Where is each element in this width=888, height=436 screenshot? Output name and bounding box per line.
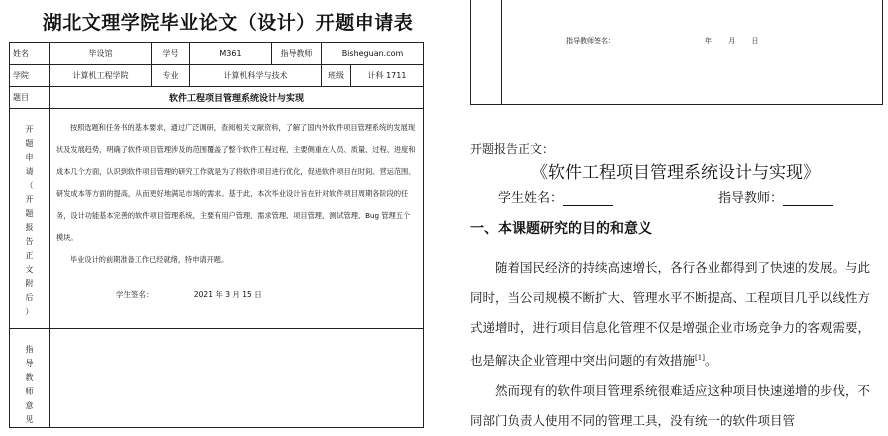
topic-label: 题目 — [10, 87, 50, 109]
student-sign-date: 2021 年 3 月 15 日 — [193, 290, 262, 299]
advisor-sign-label: 指导教师签名： — [566, 37, 615, 45]
class-cell — [322, 65, 424, 87]
advisor-name-blank — [783, 193, 833, 206]
advisor-opinion-content — [50, 329, 424, 428]
form-row-topic — [10, 87, 424, 109]
student-signature-line — [56, 289, 417, 300]
application-content — [50, 109, 424, 329]
advisor-sign-date — [705, 36, 772, 46]
advisor-label: 指导教师 — [272, 43, 322, 65]
date-day: 日 — [751, 37, 759, 45]
form-row-name — [10, 43, 424, 65]
advisor-name-field — [718, 187, 833, 206]
form-row-advisor-opinion — [10, 329, 424, 428]
box-left-column — [471, 0, 502, 104]
class-value: 计科 1711 — [367, 71, 407, 80]
application-label: 开 题 申 请 （ 开 题 报 告 正 文 附 后 ） — [10, 109, 50, 329]
report-paragraph-1: 随着国民经济的持续高速增长，各行各业都得到了快速的发展。与此同时，当公司规模不断扩大、管理水平不断提高、工程项目几乎以线性方式递增时，进行项目信息化管理不仅是增强企业市场竞争力的客观需要，也是解决企业管理中突出问题的有效措施[1]。 — [470, 260, 871, 369]
student-sign-label: 学生签名： — [116, 290, 154, 299]
name-label: 姓名 — [10, 43, 50, 65]
report-body — [470, 253, 881, 436]
application-request: 毕业设计的前期准备工作已经就绪，特申请开题。 — [70, 255, 229, 264]
citation-ref: [1] — [695, 354, 705, 362]
advisor-name-label: 指导教师： — [718, 191, 784, 206]
student-name-blank — [563, 193, 613, 206]
name-value: 毕设馆 — [50, 43, 152, 65]
advisor-value: Bisheguan.com — [322, 43, 424, 65]
major-label: 专业 — [152, 65, 190, 87]
college-value: 计算机工程学院 — [50, 65, 152, 87]
application-form-table — [9, 42, 424, 428]
class-label: 班级 — [322, 65, 351, 86]
college-label: 学院 — [10, 65, 50, 87]
form-row-college — [10, 65, 424, 87]
advisor-opinion-continuation-box — [470, 0, 883, 105]
report-paragraph-2: 然而现有的软件项目管理系统很难适应这种项目快速递增的步伐，不同部门负责人使用不同的管理工具，没有统一的软件项目管 — [470, 383, 871, 429]
student-id-label: 学号 — [152, 43, 190, 65]
advisor-opinion-label: 指 导 教 师 意 见 — [10, 329, 50, 428]
student-id-value: M361 — [190, 43, 272, 65]
student-name-field — [498, 187, 613, 206]
student-name-label: 学生姓名： — [498, 191, 564, 206]
date-month: 月 — [728, 37, 736, 45]
major-value: 计算机科学与技术 — [190, 65, 322, 87]
form-row-application — [10, 109, 424, 329]
report-label: 开题报告正文： — [470, 142, 555, 156]
application-paragraph: 按照选题和任务书的基本要求，通过广泛调研，查阅相关文献资料，了解了国内外软件项目管理系统的发展现状及发展趋势，明确了软件项目管理涉及的范围覆盖了整个软件工程过程，主要侧重在人员、质量、过程、进度和成本几个方面，认识到软件项目管理的研究工作就是为了将软件项目进行优化，促进软件项目在时间、营运范围、研发成本等方面的提高，从而更好地满足市场的需求。基于此，本次毕业设计旨在针对软件项目周期各阶段的任务，设计功能基本完善的软件项目管理系统，主要有用户管理、需求管理、项目管理、测试管理、Bug 管理五个模块。 — [56, 123, 416, 242]
report-title: 《软件工程项目管理系统设计与实现》 — [531, 163, 820, 183]
section-heading: 一、本课题研究的目的和意义 — [470, 221, 652, 237]
topic-value: 软件工程项目管理系统设计与实现 — [50, 87, 424, 109]
date-year: 年 — [705, 37, 712, 45]
form-title: 湖北文理学院毕业论文（设计）开题申请表 — [42, 12, 414, 34]
